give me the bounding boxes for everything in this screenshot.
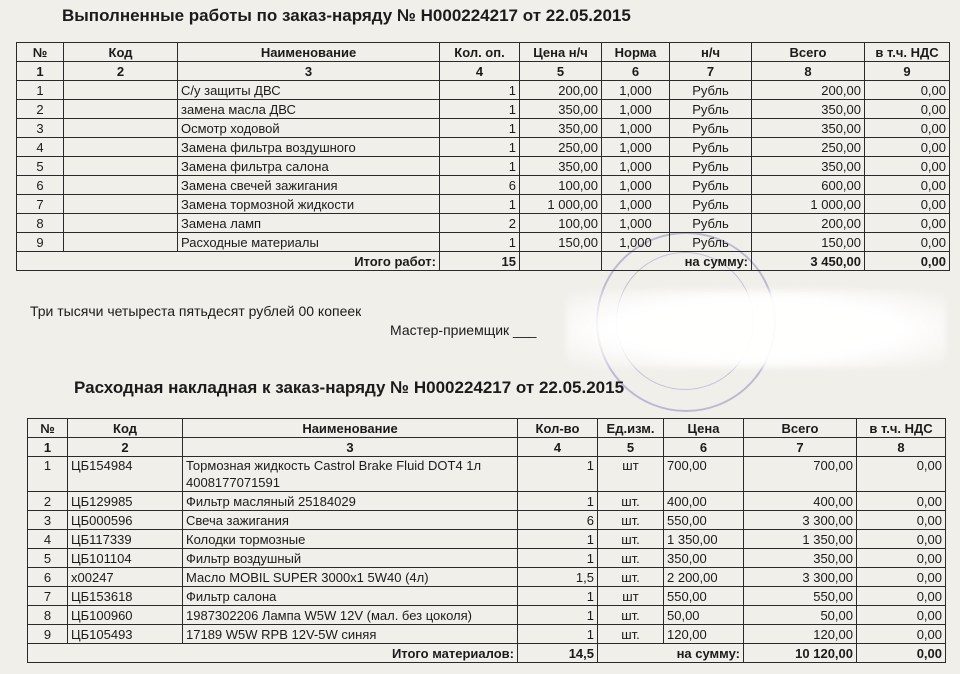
materials-cell-name: Масло MOBIL SUPER 3000х1 5W40 (4л)	[183, 568, 518, 587]
materials-cell-qty: 1,5	[518, 568, 598, 587]
works-cell-qty: 1	[440, 195, 520, 214]
materials-col-number: 6	[664, 438, 744, 457]
works-cell-unit: Рубль	[670, 157, 752, 176]
materials-cell-n: 6	[28, 568, 68, 587]
works-cell-name: Замена тормозной жидкости	[178, 195, 440, 214]
works-cell-name: Замена свечей зажигания	[178, 176, 440, 195]
works-cell-vat: 0,00	[865, 195, 950, 214]
materials-cell-price: 700,00	[664, 457, 744, 492]
table-row	[17, 157, 950, 176]
works-total-row	[17, 252, 950, 271]
works-cell-total: 1 000,00	[752, 195, 865, 214]
materials-cell-n: 7	[28, 587, 68, 606]
works-col-number: 8	[752, 62, 865, 81]
materials-cell-qty: 1	[518, 606, 598, 625]
materials-total-label: Итого материалов:	[28, 644, 518, 663]
materials-cell-vat: 0,00	[857, 625, 946, 644]
works-total-label: Итого работ:	[17, 252, 440, 271]
table-row	[17, 214, 950, 233]
sum-in-words: Три тысячи четыреста пятьдесят рублей 00 копеек	[30, 303, 362, 319]
materials-cell-code: ЦБ153618	[68, 587, 183, 606]
works-cell-unit: Рубль	[670, 138, 752, 157]
works-cell-vat: 0,00	[865, 138, 950, 157]
materials-col-number: 7	[744, 438, 857, 457]
materials-cell-price: 550,00	[664, 587, 744, 606]
materials-col-header: Всего	[744, 419, 857, 438]
materials-cell-n: 1	[28, 457, 68, 492]
materials-cell-qty: 1	[518, 457, 598, 492]
materials-cell-n: 4	[28, 530, 68, 549]
works-cell-total: 150,00	[752, 233, 865, 252]
materials-cell-name: 1987302206 Лампа W5W 12V (мал. без цоколя)	[183, 606, 518, 625]
works-col-number: 6	[602, 62, 670, 81]
works-col-header: Всего	[752, 43, 865, 62]
works-cell-qty: 1	[440, 119, 520, 138]
works-cell-qty: 1	[440, 138, 520, 157]
works-cell-norm: 1,000	[602, 214, 670, 233]
table-row	[17, 176, 950, 195]
materials-cell-price: 120,00	[664, 625, 744, 644]
works-number-row	[17, 62, 950, 81]
materials-cell-vat: 0,00	[857, 568, 946, 587]
materials-cell-total: 1 350,00	[744, 530, 857, 549]
works-total-qty: 15	[440, 252, 520, 271]
works-cell-vat: 0,00	[865, 214, 950, 233]
works-cell-price: 350,00	[520, 119, 602, 138]
table-row	[17, 100, 950, 119]
works-cell-qty: 1	[440, 100, 520, 119]
works-cell-n: 2	[17, 100, 64, 119]
materials-cell-code: ЦБ100960	[68, 606, 183, 625]
materials-col-header: №	[28, 419, 68, 438]
materials-header-row	[28, 419, 946, 438]
materials-cell-name: Фильтр воздушный	[183, 549, 518, 568]
works-col-header: Норма	[602, 43, 670, 62]
works-cell-price: 250,00	[520, 138, 602, 157]
table-row	[17, 81, 950, 100]
materials-cell-code: ЦБ101104	[68, 549, 183, 568]
works-cell-price: 150,00	[520, 233, 602, 252]
works-cell-unit: Рубль	[670, 214, 752, 233]
works-cell-n: 4	[17, 138, 64, 157]
materials-cell-total: 120,00	[744, 625, 857, 644]
works-table	[16, 42, 950, 271]
works-cell-name: Расходные материалы	[178, 233, 440, 252]
materials-col-header: Код	[68, 419, 183, 438]
works-cell-total: 350,00	[752, 100, 865, 119]
works-col-number: 3	[178, 62, 440, 81]
works-cell-vat: 0,00	[865, 119, 950, 138]
materials-cell-unit: шт.	[598, 530, 664, 549]
works-cell-name: замена масла ДВС	[178, 100, 440, 119]
works-cell-price: 100,00	[520, 176, 602, 195]
materials-cell-code: ЦБ000596	[68, 511, 183, 530]
materials-cell-qty: 1	[518, 587, 598, 606]
works-cell-unit: Рубль	[670, 195, 752, 214]
works-col-number: 1	[17, 62, 64, 81]
works-cell-qty: 2	[440, 214, 520, 233]
works-cell-unit: Рубль	[670, 176, 752, 195]
works-total-vat: 0,00	[865, 252, 950, 271]
works-cell-code	[64, 138, 178, 157]
works-col-header: Наименование	[178, 43, 440, 62]
works-cell-norm: 1,000	[602, 100, 670, 119]
materials-cell-qty: 1	[518, 549, 598, 568]
table-row	[28, 606, 946, 625]
materials-cell-vat: 0,00	[857, 530, 946, 549]
materials-cell-vat: 0,00	[857, 511, 946, 530]
works-cell-norm: 1,000	[602, 119, 670, 138]
works-title: Выполненные работы по заказ-наряду № Н000224217 от 22.05.2015	[62, 6, 631, 25]
table-row	[28, 511, 946, 530]
materials-cell-total: 550,00	[744, 587, 857, 606]
materials-cell-total: 400,00	[744, 492, 857, 511]
materials-cell-price: 1 350,00	[664, 530, 744, 549]
materials-cell-vat: 0,00	[857, 587, 946, 606]
materials-col-header: в т.ч. НДС	[857, 419, 946, 438]
materials-cell-n: 9	[28, 625, 68, 644]
works-cell-norm: 1,000	[602, 138, 670, 157]
works-header-row	[17, 43, 950, 62]
table-row	[17, 119, 950, 138]
works-cell-vat: 0,00	[865, 100, 950, 119]
table-row	[28, 530, 946, 549]
works-cell-total: 200,00	[752, 214, 865, 233]
materials-cell-qty: 1	[518, 530, 598, 549]
materials-cell-price: 350,00	[664, 549, 744, 568]
works-cell-norm: 1,000	[602, 233, 670, 252]
materials-body	[28, 457, 946, 644]
works-cell-norm: 1,000	[602, 157, 670, 176]
works-cell-name: Замена фильтра салона	[178, 157, 440, 176]
materials-cell-n: 8	[28, 606, 68, 625]
works-body	[17, 81, 950, 252]
works-cell-price: 1 000,00	[520, 195, 602, 214]
materials-cell-price: 550,00	[664, 511, 744, 530]
materials-title: Расходная накладная к заказ-наряду № Н000224217 от 22.05.2015	[74, 378, 625, 397]
table-row	[17, 233, 950, 252]
materials-cell-unit: шт	[598, 457, 664, 492]
works-cell-norm: 1,000	[602, 176, 670, 195]
works-cell-norm: 1,000	[602, 195, 670, 214]
table-row	[28, 549, 946, 568]
works-cell-vat: 0,00	[865, 176, 950, 195]
materials-cell-total: 350,00	[744, 549, 857, 568]
materials-col-number: 5	[598, 438, 664, 457]
materials-cell-name: 17189 W5W RPB 12V-5W синяя	[183, 625, 518, 644]
materials-cell-total: 700,00	[744, 457, 857, 492]
materials-cell-name: Свеча зажигания	[183, 511, 518, 530]
works-total-sum: 3 450,00	[752, 252, 865, 271]
materials-cell-vat: 0,00	[857, 606, 946, 625]
works-cell-code	[64, 100, 178, 119]
materials-table	[27, 418, 946, 663]
materials-cell-price: 400,00	[664, 492, 744, 511]
materials-col-number: 8	[857, 438, 946, 457]
materials-total-vat: 0,00	[857, 644, 946, 663]
works-cell-code	[64, 157, 178, 176]
works-cell-total: 250,00	[752, 138, 865, 157]
works-cell-total: 350,00	[752, 119, 865, 138]
materials-col-number: 1	[28, 438, 68, 457]
works-cell-unit: Рубль	[670, 233, 752, 252]
works-cell-code	[64, 195, 178, 214]
materials-cell-unit: шт.	[598, 568, 664, 587]
works-cell-name: Замена фильтра воздушного	[178, 138, 440, 157]
works-cell-price: 200,00	[520, 81, 602, 100]
works-cell-n: 9	[17, 233, 64, 252]
materials-cell-code: ЦБ105493	[68, 625, 183, 644]
works-cell-n: 6	[17, 176, 64, 195]
works-col-number: 7	[670, 62, 752, 81]
works-cell-name: С/у защиты ДВС	[178, 81, 440, 100]
materials-cell-qty: 1	[518, 492, 598, 511]
materials-total-sum: 10 120,00	[744, 644, 857, 663]
materials-cell-total: 50,00	[744, 606, 857, 625]
materials-col-header: Наименование	[183, 419, 518, 438]
works-cell-n: 8	[17, 214, 64, 233]
works-cell-total: 200,00	[752, 81, 865, 100]
materials-col-header: Кол-во	[518, 419, 598, 438]
table-row	[28, 457, 946, 492]
materials-cell-vat: 0,00	[857, 549, 946, 568]
materials-cell-qty: 6	[518, 511, 598, 530]
works-col-number: 2	[64, 62, 178, 81]
materials-cell-unit: шт.	[598, 492, 664, 511]
materials-cell-vat: 0,00	[857, 457, 946, 492]
materials-cell-name: Фильтр масляный 25184029	[183, 492, 518, 511]
works-col-header: Код	[64, 43, 178, 62]
works-col-number: 5	[520, 62, 602, 81]
works-cell-norm: 1,000	[602, 81, 670, 100]
materials-total-qty: 14,5	[518, 644, 598, 663]
works-col-number: 9	[865, 62, 950, 81]
works-col-number: 4	[440, 62, 520, 81]
materials-cell-unit: шт.	[598, 625, 664, 644]
materials-cell-name: Тормозная жидкость Castrol Brake Fluid DOT4 1л 4008177071591	[183, 457, 518, 492]
materials-col-header: Ед.изм.	[598, 419, 664, 438]
materials-cell-unit: шт.	[598, 511, 664, 530]
materials-col-header: Цена	[664, 419, 744, 438]
works-cell-code	[64, 233, 178, 252]
materials-cell-unit: шт	[598, 587, 664, 606]
materials-sum-label: на сумму:	[598, 644, 744, 663]
works-cell-price: 350,00	[520, 157, 602, 176]
table-row	[28, 625, 946, 644]
works-cell-total: 600,00	[752, 176, 865, 195]
materials-col-number: 3	[183, 438, 518, 457]
works-col-header: в т.ч. НДС	[865, 43, 950, 62]
works-cell-qty: 6	[440, 176, 520, 195]
works-cell-price: 350,00	[520, 100, 602, 119]
materials-col-number: 4	[518, 438, 598, 457]
works-cell-unit: Рубль	[670, 119, 752, 138]
works-cell-n: 7	[17, 195, 64, 214]
works-cell-n: 3	[17, 119, 64, 138]
materials-cell-code: х00247	[68, 568, 183, 587]
materials-total-row	[28, 644, 946, 663]
materials-cell-code: ЦБ117339	[68, 530, 183, 549]
works-col-header: Цена н/ч	[520, 43, 602, 62]
works-cell-code	[64, 119, 178, 138]
materials-cell-unit: шт.	[598, 549, 664, 568]
works-cell-total: 350,00	[752, 157, 865, 176]
works-cell-qty: 1	[440, 157, 520, 176]
materials-cell-n: 2	[28, 492, 68, 511]
works-cell-qty: 1	[440, 81, 520, 100]
materials-cell-vat: 0,00	[857, 492, 946, 511]
table-row	[17, 195, 950, 214]
materials-col-number: 2	[68, 438, 183, 457]
materials-cell-code: ЦБ129985	[68, 492, 183, 511]
materials-cell-n: 5	[28, 549, 68, 568]
master-signature-label: Мастер-приемщик ___	[390, 322, 537, 338]
table-row	[28, 492, 946, 511]
works-cell-price: 100,00	[520, 214, 602, 233]
redacted-area	[566, 290, 946, 368]
works-cell-unit: Рубль	[670, 100, 752, 119]
works-cell-code	[64, 176, 178, 195]
materials-cell-code: ЦБ154984	[68, 457, 183, 492]
works-cell-vat: 0,00	[865, 81, 950, 100]
materials-cell-total: 3 300,00	[744, 568, 857, 587]
materials-cell-name: Фильтр салона	[183, 587, 518, 606]
materials-number-row	[28, 438, 946, 457]
works-cell-code	[64, 81, 178, 100]
works-cell-code	[64, 214, 178, 233]
materials-cell-price: 50,00	[664, 606, 744, 625]
works-sum-label: на сумму:	[602, 252, 752, 271]
materials-cell-name: Колодки тормозные	[183, 530, 518, 549]
works-cell-n: 1	[17, 81, 64, 100]
works-col-header: н/ч	[670, 43, 752, 62]
materials-cell-total: 3 300,00	[744, 511, 857, 530]
works-cell-vat: 0,00	[865, 233, 950, 252]
table-row	[17, 138, 950, 157]
works-cell-unit: Рубль	[670, 81, 752, 100]
works-cell-name: Замена ламп	[178, 214, 440, 233]
table-row	[28, 587, 946, 606]
works-cell-qty: 1	[440, 233, 520, 252]
materials-cell-price: 2 200,00	[664, 568, 744, 587]
works-col-header: Кол. оп.	[440, 43, 520, 62]
table-row	[28, 568, 946, 587]
materials-cell-n: 3	[28, 511, 68, 530]
materials-cell-qty: 1	[518, 625, 598, 644]
materials-cell-unit: шт.	[598, 606, 664, 625]
works-col-header: №	[17, 43, 64, 62]
works-cell-vat: 0,00	[865, 157, 950, 176]
works-cell-name: Осмотр ходовой	[178, 119, 440, 138]
works-cell-n: 5	[17, 157, 64, 176]
